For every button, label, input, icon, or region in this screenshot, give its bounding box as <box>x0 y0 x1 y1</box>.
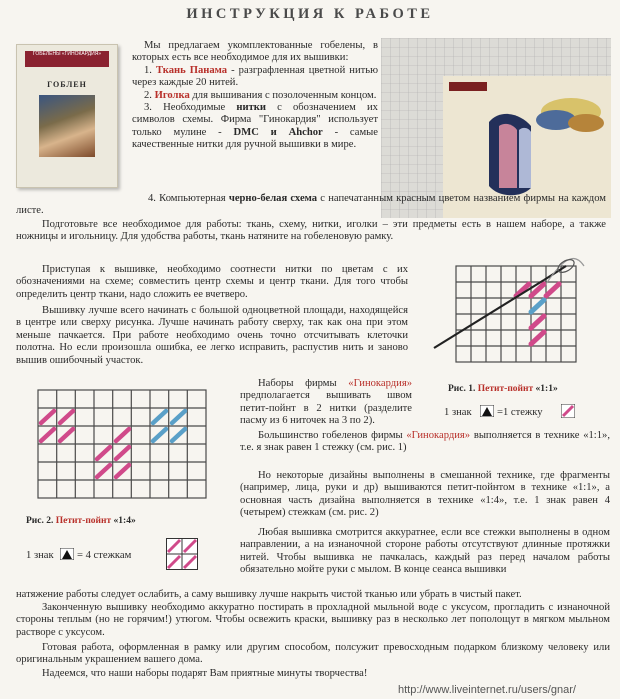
paragraph-3: Вышивку лучше всего начинать с большой одноцветной площади, находящейся в центре или сверху рисунка. Лучше начинать работу сверху, так как она при этом меньше пачкается. При работе необходимо очень точно отсчитывать клеточки полотна. Но если произошла ошибка, ее легко исправить, распустив нить и заново вышив ошибочный участок. <box>16 305 408 366</box>
intro-item-3 <box>132 102 378 152</box>
item-num: 2. <box>144 89 152 101</box>
intro-item-1 <box>132 65 378 90</box>
figure-1-legend <box>444 404 614 419</box>
brand-name: «Гинокардия» <box>406 430 471 441</box>
item-label: нитки <box>236 102 266 114</box>
mid-paragraph-3: Но некоторые дизайны выполнены в смешанной технике, где фрагменты (например, лица, руки и др) вышиваются петит-пойнтом в технике «1:1», а основная часть дизайна выполняется в технике «1:4», т.е. 1 знак равен 4 (четырем) стежкам (см. рис. 2) <box>240 470 610 519</box>
item-text: с обозначением их символов схемы. Фирма "Гинокардия" использует только мулине - <box>132 102 378 138</box>
figure-2 <box>16 378 226 578</box>
intro-lead: Мы предлагаем укомплектованные гобелены, в которых есть все необходимое для их вышивки: <box>132 40 378 64</box>
intro-block <box>132 40 378 152</box>
paragraph-1: Подготовьте все необходимое для работы: ткань, схему, нитки, иголки – эти предметы есть в нашем наборе, а также ножницы и игольницу. Для удобства работы, ткань натяните на гобеленовую рамку. <box>16 219 606 243</box>
item-label: Ткань Панама <box>155 64 228 76</box>
figure-1 <box>416 244 610 426</box>
item-text: для вышивания с позолоченным концом. <box>189 89 377 101</box>
figure-2-grid <box>16 378 226 508</box>
legend-right: = 4 стежкам <box>76 550 132 561</box>
kit-photo-drawing <box>381 38 611 218</box>
bottom-paragraph-4: Надеемся, что наши наборы подарят Вам приятные минуты творчества! <box>42 668 368 679</box>
triangle-symbol-icon <box>480 405 494 417</box>
intro-item-4 <box>16 193 606 218</box>
bottom-paragraph-2: Законченную вышивку необходимо аккуратно постирать в прохладной мыльной воде с уксусом, прогладить с изнаночной стороны теплым (но не горячим!) утюгом. Чтобы освежить краски, вышивку раз в несколько лет пополощут в мягком мыльном растворе с уксусом. <box>16 602 610 638</box>
figure-1-caption <box>448 384 558 394</box>
portrait-image <box>39 95 95 157</box>
legend-left: 1 знак <box>444 407 472 418</box>
figure-1-grid <box>416 244 610 384</box>
item-text: с напечатанным красным цветом названием фирмы на каждом листе. <box>16 193 606 217</box>
caption-ratio: «1:1» <box>535 384 558 394</box>
item-label: черно-белая схема <box>228 193 318 204</box>
stitch-symbol-icon <box>561 404 575 418</box>
watermark-url: http://www.liveinternet.ru/users/gnar/ <box>398 684 576 696</box>
item-text: - разграфленная цветной нитью через каждые 20 нитей. <box>132 64 378 89</box>
mid-paragraph-1 <box>240 378 412 428</box>
intro-item-2 <box>132 90 378 102</box>
item-tail: - самые качественные нитки для ручной вышивки в мире. <box>132 126 378 151</box>
book-title: ГОБЛЕН <box>47 80 87 89</box>
page-title: ИНСТРУКЦИЯ К РАБОТЕ <box>186 6 434 22</box>
book-cover-image <box>16 44 118 188</box>
bottom-paragraph-1: натяжение работы следует ослабить, а саму вышивку лучше накрыть чистой тканью или убрать в чистый пакет. <box>16 589 522 600</box>
paragraph-2: Приступая к вышивке, необходимо соотнести нитки по цветам с их обозначениями на схеме; совместить центр схемы и центр ткани. Для того чтобы определить центр ткани, надо сложить ее вчетверо. <box>16 264 408 300</box>
item-label: Иголка <box>154 89 190 101</box>
mid-text: Наборы фирмы <box>258 378 349 389</box>
legend-left: 1 знак <box>26 550 54 561</box>
item-pre: Необходимые <box>163 102 237 114</box>
item-pre: Компьютерная <box>159 193 229 204</box>
mid-text: Большинство гобеленов фирмы <box>258 430 407 441</box>
caption-ratio: «1:4» <box>113 516 136 526</box>
item-num: 1. <box>144 64 152 76</box>
item-num: 4. <box>148 193 156 204</box>
bottom-paragraph-3: Готовая работа, оформленная в рамку или другим способом, полсужит превосходным подарком близкому человеку или оригинальным украшением вашего дома. <box>16 642 610 666</box>
item-num: 3. <box>144 102 152 114</box>
caption-prefix: Рис. 1. <box>448 384 476 394</box>
caption-name: Петит-пойнт <box>55 516 112 526</box>
item-brand: DMC и Ahchor <box>233 126 323 138</box>
mid-text: выполняется в технике «1:1», т.е. я знак равен 1 стежку (см. рис. 1) <box>240 430 610 454</box>
figure-2-caption <box>26 516 136 526</box>
caption-name: Петит-пойнт <box>477 384 534 394</box>
brand-name: «Гинокардия» <box>348 378 412 389</box>
mid-paragraph-2 <box>240 430 610 455</box>
legend-right: =1 стежку <box>496 407 543 418</box>
kit-photo <box>381 38 611 218</box>
caption-prefix: Рис. 2. <box>26 516 54 526</box>
mid-text: предполагается вышивать швом петит-пойнт в 2 нитки (разделите пасму из 6 ниточек на 3 по 2). <box>240 390 412 427</box>
triangle-symbol-icon <box>60 548 74 560</box>
book-header: ГОБЕЛЕНЫ «ГИНОКАРДИЯ» <box>25 51 109 67</box>
four-stitch-symbol-icon <box>166 538 198 570</box>
mid-paragraph-4: Любая вышивка смотрится аккуратнее, если все стежки выполнены в одном направлении, а на изнаночной стороне работы отсутствуют длинные протяжки нитей. Чтобы вышивка не пачкалась, каждый раз перед началом работы обязательно мойте руки с мылом. В конце сеанса вышивки <box>240 527 610 576</box>
